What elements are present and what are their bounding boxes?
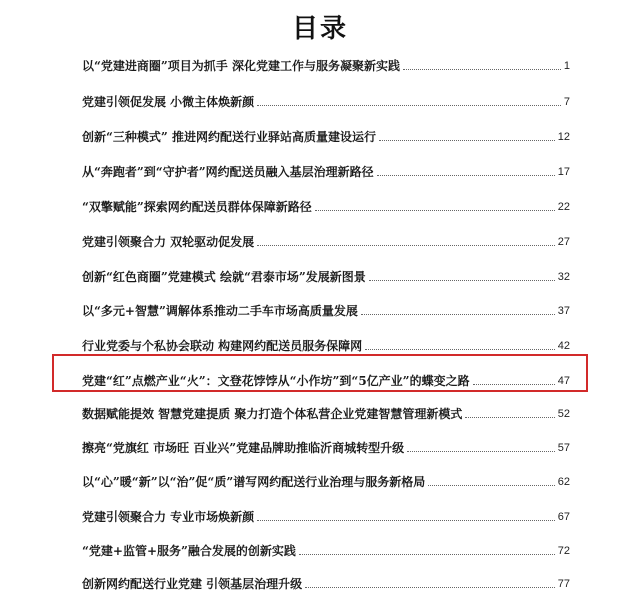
toc-entry[interactable] [82, 539, 570, 559]
toc-leader-dots [365, 349, 555, 350]
toc-entry-page: 37 [557, 305, 570, 317]
toc-leader-dots [379, 140, 555, 141]
toc-leader-dots [473, 384, 555, 385]
toc-entry[interactable] [82, 265, 570, 285]
toc-entry-page: 72 [557, 545, 570, 557]
toc-entry[interactable] [82, 230, 570, 250]
toc-entry[interactable] [82, 125, 570, 145]
toc-entry-title: 数据赋能提效 智慧党建提质 聚力打造个体私营企业党建智慧管理新模式 [82, 407, 463, 421]
toc-leader-dots [361, 314, 555, 315]
toc-entry-page: 17 [557, 166, 570, 178]
toc-leader-dots [257, 105, 561, 106]
toc-leader-dots [407, 451, 555, 452]
toc-entry-page: 52 [557, 408, 570, 420]
toc-entry-page: 62 [557, 476, 570, 488]
toc-leader-dots [257, 245, 555, 246]
toc-entry[interactable] [82, 90, 570, 110]
toc-entry-title: 擦亮“党旗红 市场旺 百业兴”党建品牌助推临沂商城转型升级 [82, 441, 405, 455]
toc-entry-page: 7 [563, 96, 570, 108]
toc-entry-page: 57 [557, 442, 570, 454]
toc-entry[interactable] [82, 160, 570, 180]
toc-entry-title: 以“多元+智慧”调解体系推动二手车市场高质量发展 [82, 304, 358, 318]
toc-entry-page: 47 [557, 375, 570, 387]
toc-entry-title: “党建+监管+服务”融合发展的创新实践 [82, 544, 296, 558]
toc-leader-dots [299, 554, 555, 555]
toc-entry-page: 32 [557, 271, 570, 283]
toc-entry[interactable] [82, 299, 570, 319]
toc-entry-title: 创新“三种模式” 推进网约配送行业驿站高质量建设运行 [82, 130, 376, 144]
toc-entry-page: 22 [557, 201, 570, 213]
page-title: 目录 [291, 14, 348, 44]
toc-entry[interactable] [82, 436, 570, 456]
toc-entry[interactable] [82, 195, 570, 215]
toc-entry-title: 行业党委与个私协会联动 构建网约配送员服务保障网 [82, 339, 363, 353]
toc-leader-dots [305, 587, 555, 588]
toc-entry-title: 党建引领聚合力 专业市场焕新颜 [82, 510, 255, 524]
toc-leader-dots [428, 485, 555, 486]
toc-entry[interactable] [82, 505, 570, 525]
toc-entry-title: 以“心”暖“新”以“治”促“质”谱写网约配送行业治理与服务新格局 [82, 475, 426, 489]
toc-leader-dots [315, 210, 555, 211]
toc-entry-page: 67 [557, 511, 570, 523]
toc-leader-dots [465, 417, 554, 418]
toc-leader-dots [257, 520, 555, 521]
toc-entry[interactable] [82, 402, 570, 422]
toc-entry[interactable] [82, 54, 570, 74]
toc-leader-dots [377, 175, 555, 176]
toc-entry-page: 42 [557, 340, 570, 352]
toc-entry[interactable] [82, 334, 570, 354]
toc-entry-page: 27 [557, 236, 570, 248]
toc-entry[interactable] [82, 572, 570, 592]
toc-entry-title: 以“党建进商圈”项目为抓手 深化党建工作与服务凝聚新实践 [82, 59, 400, 73]
toc-entry-title: “双擎赋能”探索网约配送员群体保障新路径 [82, 200, 312, 214]
toc-entry-title: 党建引领聚合力 双轮驱动促发展 [82, 235, 255, 249]
toc-entry-title: 创新网约配送行业党建 引领基层治理升级 [82, 577, 303, 591]
toc-entry-title: 创新“红色商圈”党建模式 绘就“君泰市场”发展新图景 [82, 270, 366, 284]
toc-leader-dots [369, 280, 555, 281]
toc-entry-page: 77 [557, 578, 570, 590]
toc-entry-page: 12 [557, 131, 570, 143]
toc-entry-highlighted[interactable] [82, 369, 570, 389]
toc-leader-dots [403, 69, 561, 70]
toc-entry-title: 党建引领促发展 小微主体焕新颜 [82, 95, 255, 109]
toc-entry-title: 党建“红”点燃产业“火”：文登花饽饽从“小作坊”到“5亿产业”的蝶变之路 [82, 374, 470, 388]
toc-entry[interactable] [82, 470, 570, 490]
toc-entry-title: 从“奔跑者”到“守护者”网约配送员融入基层治理新路径 [82, 165, 374, 179]
toc-entry-page: 1 [563, 60, 570, 72]
